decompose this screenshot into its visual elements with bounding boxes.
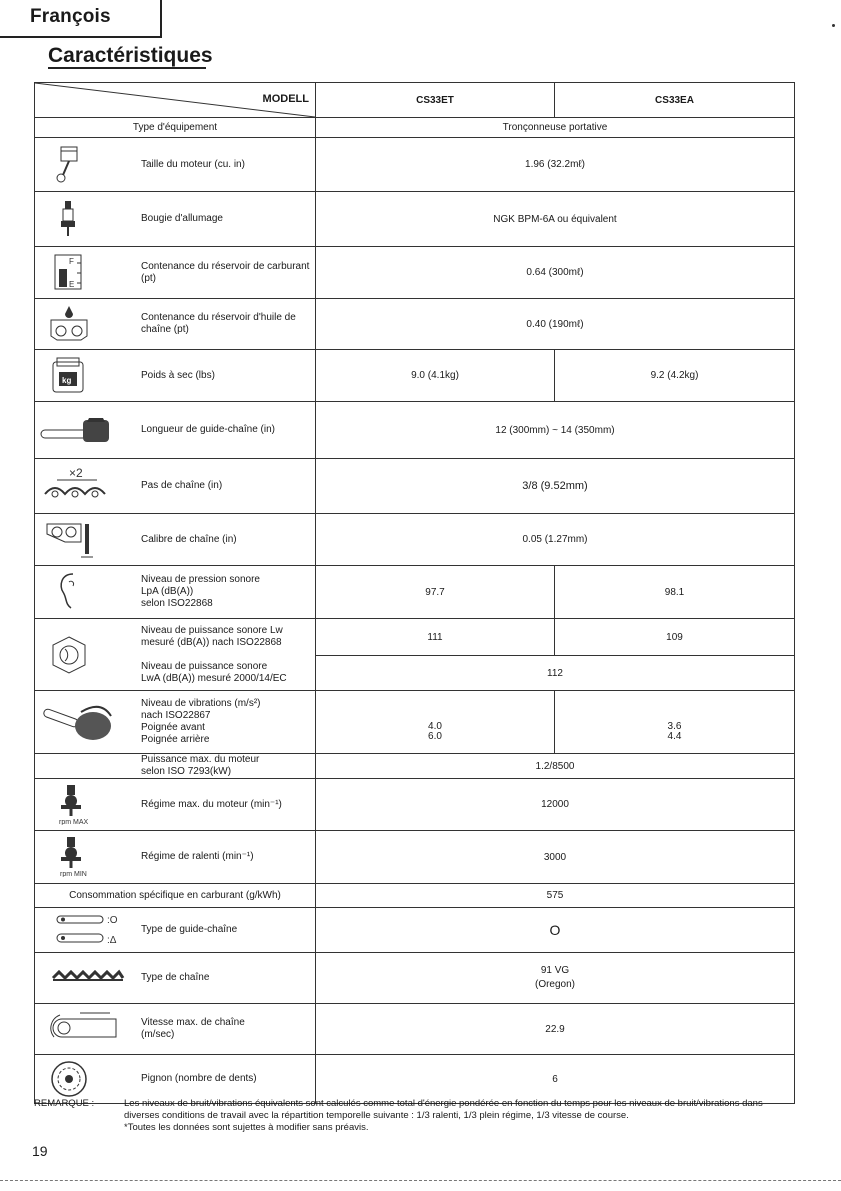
remarks-text: Les niveaux de bruit/vibrations équivalents sont calculés comme total d'énergie pondérée en fonction du temps pour les niveaux de bruit/vibrations dans diverses conditions de travail avec la répartition temporelle suivante : 1/3 ralenti, 1/3 plein régime, 1/3 vitesse de course. [124,1098,763,1121]
fuel-gauge-icon [41,253,113,293]
label-gauge: Calibre de chaîne (in) [141,533,237,545]
vibration-rear-cs33et: 6.0 [428,731,442,742]
value-power: 1.2/8500 [316,754,795,779]
value-consumption: 575 [316,884,795,908]
row-vibration [35,691,795,754]
row-equipment [35,118,795,138]
value-vibration-cs33ea [555,691,795,754]
label-sound-pressure-1: Niveau de pression sonore [141,574,260,585]
label-consumption: Consommation spécifique en carburant (g/kWh) [35,884,316,908]
value-engine: 1.96 (32.2mℓ) [316,138,795,192]
language-tab [0,0,162,38]
fuel-e-mark: E [69,279,75,289]
fuel-f-mark: F [69,256,74,266]
row-pitch [35,459,795,514]
crankshaft-max-icon [41,785,113,825]
chain-pitch-icon [41,466,113,506]
label-chain-type: Type de chaîne [141,972,210,983]
row-sound-pressure [35,566,795,619]
label-power-1: Puissance max. du moteur [141,754,260,765]
row-plug [35,192,795,247]
value-chain-type-2: (Oregon) [534,979,575,990]
label-engine: Taille du moteur (cu. in) [141,158,245,170]
page-bottom-rule [0,1180,841,1182]
vibration-chainsaw-icon [37,702,117,742]
value-plug: NGK BPM-6A ou équivalent [316,192,795,247]
remarks-note: *Toutes les données sont sujettes à modifier sans préavis. [124,1121,369,1133]
page-title: Caractéristiques [48,44,213,67]
scale-weight-icon [41,356,113,396]
row-power [35,754,795,779]
value-bar-type: O [316,908,795,953]
model-label: MODELL [262,93,309,105]
label-sound-pressure-3: selon ISO22868 [141,598,213,609]
value-sound-power-cs33ea: 109 [555,619,795,656]
value-weight-cs33ea: 9.2 (4.2kg) [555,350,795,402]
sound-power-icon [41,635,113,675]
row-oil [35,299,795,350]
rpm-max-mark: rpm MAX [59,818,89,825]
language-label: François [30,6,111,27]
row-weight [35,350,795,402]
crankshaft-min-icon [41,837,113,877]
label-fuel: Contenance du réservoir de carburant (pt) [141,260,310,284]
label-pitch: Pas de chaîne (in) [141,480,223,491]
label-sound-power-1: Niveau de puissance sonore Lw [141,624,283,636]
label-chain-speed-1: Vitesse max. de chaîne [141,1017,245,1028]
row-chain-type [35,953,795,1004]
value-sound-pressure-cs33ea: 98.1 [555,566,795,619]
row-max-rpm [35,779,795,831]
value-bar-length: 12 (300mm) ~ 14 (350mm) [316,402,795,459]
value-chain-speed: 22.9 [316,1004,795,1055]
header-row [35,83,795,118]
value-weight-cs33et: 9.0 (4.1kg) [316,350,555,402]
value-equipment: Tronçonneuse portative [316,118,795,138]
label-weight: Poids à sec (lbs) [141,369,215,381]
spec-table [34,82,795,1104]
rpm-min-mark: rpm MIN [60,871,87,877]
row-bar-type [35,908,795,953]
bar-type-a-mark: :Δ [107,935,117,946]
vibration-rear-cs33ea: 4.4 [667,731,682,742]
label-power-2: selon ISO 7293(kW) [141,766,232,777]
value-chain-type [316,953,795,1004]
label-plug: Bougie d'allumage [141,213,223,224]
label-sound-pressure-2: LpA (dB(A)) [141,586,194,597]
label-equipment: Type d'équipement [35,118,316,138]
page-mark [832,24,835,27]
label-vibration-1: Niveau de vibrations (m/s²) [141,698,261,709]
label-vibration-4: Poignée arrière [141,734,210,745]
vibration-front-cs33ea: 3.6 [667,720,682,732]
row-chain-speed [35,1004,795,1055]
row-fuel [35,247,795,299]
label-vibration-3: Poignée avant [141,722,205,733]
value-sprocket: 6 [316,1055,795,1104]
label-bar-type: Type de guide-chaîne [141,924,238,935]
value-vibration-cs33et [316,691,555,754]
page-number: 19 [32,1143,48,1159]
value-oil: 0.40 (190mℓ) [316,299,795,350]
value-sound-power-cs33et: 111 [316,619,555,656]
row-bar-length [35,402,795,459]
ear-icon [41,572,113,612]
row-sound-power [35,619,795,656]
piston-icon [41,145,113,185]
row-gauge [35,514,795,566]
value-sound-pressure-cs33et: 97.7 [316,566,555,619]
row-engine [35,138,795,192]
sprocket-icon [41,1059,113,1099]
chain-speed-icon [41,1009,131,1049]
label-sprocket: Pignon (nombre de dents) [141,1073,257,1084]
label-idle-rpm: Régime de ralenti (min⁻¹) [141,851,254,862]
saw-chain-icon [39,958,135,998]
model-header-cell [35,83,316,118]
value-gauge: 0.05 (1.27mm) [316,514,795,566]
value-pitch: 3/8 (9.52mm) [316,459,795,514]
label-oil: Contenance du réservoir d'huile de chaîne (pt) [141,312,296,335]
value-max-rpm: 12000 [316,779,795,831]
label-max-rpm: Régime max. du moteur (min⁻¹) [141,798,282,810]
oil-tank-icon [41,304,113,344]
pitch-x2-mark: ×2 [69,466,83,480]
value-idle-rpm: 3000 [316,831,795,884]
chainsaw-bar-icon [37,410,113,450]
vibration-front-cs33et: 4.0 [428,720,442,732]
row-consumption [35,884,795,908]
model-cs33et: CS33ET [316,83,555,118]
label-bar-length: Longueur de guide-chaîne (in) [141,424,275,435]
chain-gauge-icon [41,520,113,560]
row-idle-rpm [35,831,795,884]
remarks-lead: REMARQUE : [34,1098,95,1109]
value-fuel: 0.64 (300mℓ) [316,247,795,299]
row-sprocket [35,1055,795,1104]
label-sound-power-2: mesuré (dB(A)) nach ISO22868 [141,636,282,648]
scale-kg-mark: kg [62,375,72,385]
spark-plug-icon [41,199,113,239]
value-chain-type-1: 91 VG [540,965,570,976]
model-cs33ea: CS33EA [555,83,795,118]
value-sound-power-guaranteed: 112 [316,656,795,691]
label-sound-power-guar-1: Niveau de puissance sonore [141,660,268,672]
label-chain-speed-2: (m/sec) [141,1029,175,1040]
title-underline [48,67,206,69]
guide-bar-type-icon [41,910,141,950]
remarks [34,1098,794,1134]
label-sound-power-guar-2: LwA (dB(A)) mesuré 2000/14/EC [141,672,287,684]
label-vibration-2: nach ISO22867 [141,710,211,721]
bar-type-o-mark: :O [107,915,118,926]
